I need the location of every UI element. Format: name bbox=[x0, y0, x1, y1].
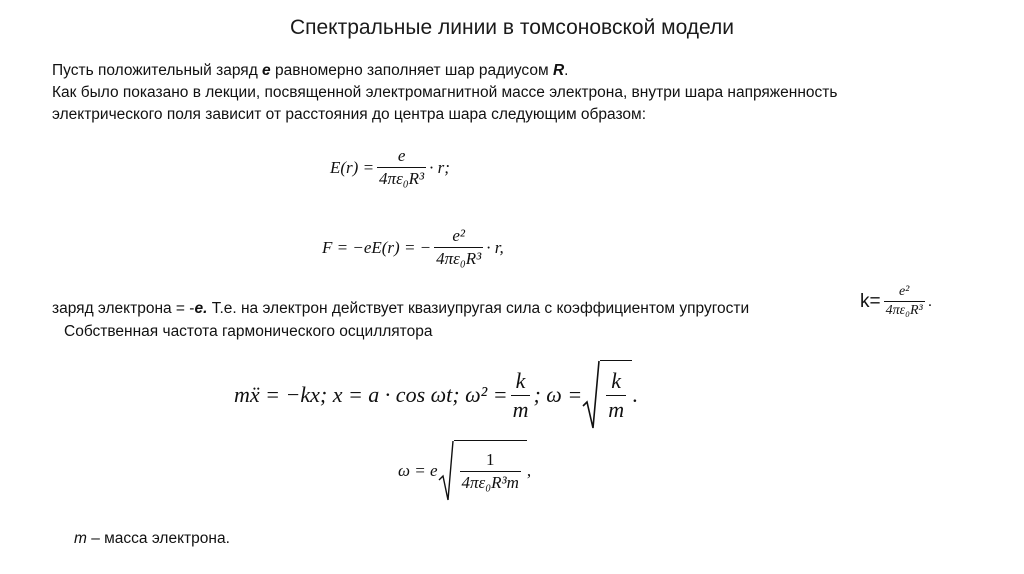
fraction: $\frac{1}{\text{4πε₀R³m}}$ bbox=[461, 450, 519, 492]
intro-line-1: Пусть положительный заряд e равномерно заполняет шар радиусом R. bbox=[52, 62, 569, 79]
charge-line: заряд электрона = -e. Т.е. на электрон действует квазиупругая сила с коэффициентом упругости bbox=[52, 300, 750, 317]
fraction: $\frac{k}{m}$ bbox=[608, 368, 625, 422]
elasticity-coefficient: k= $\frac{\text{e²}}{\text{4πε₀R³}}$ . bbox=[860, 284, 933, 318]
intro-line-3: электрического поля зависит от расстояния до центра шара следующим образом: bbox=[52, 106, 647, 123]
fraction: $\frac{k}{m}$ bbox=[512, 367, 529, 422]
fraction: $\frac{e}{\text{4πε₀R³}}$ bbox=[379, 146, 425, 188]
fraction: $\frac{\text{e²}}{\text{4πε₀R³}}$ bbox=[436, 226, 482, 268]
fraction: $\frac{\text{e²}}{\text{4πε₀R³}}$ bbox=[885, 284, 923, 318]
equation-field-strength: E(r) = $\frac{e}{\text{4πε₀R³}}$ · r; bbox=[330, 146, 450, 188]
intro-paragraph bbox=[52, 60, 837, 126]
intro-line-2: Как было показано в лекции, посвященной электромагнитной массе электрона, внутри шара напряженность bbox=[52, 84, 838, 101]
equation-frequency: ω = e $\frac{1}{\text{4πε₀R³m}}$ , bbox=[398, 440, 531, 502]
radical-sign-icon bbox=[438, 440, 454, 502]
mass-note: m – масса электрона. bbox=[74, 530, 230, 547]
square-root bbox=[582, 360, 632, 430]
frequency-line: Собственная частота гармонического осциллятора bbox=[64, 323, 433, 340]
charge-symbol: e bbox=[262, 62, 271, 79]
radical-sign-icon bbox=[582, 360, 600, 430]
radius-symbol: R bbox=[552, 62, 565, 79]
slide-title: Спектральные линии в томсоновской модели bbox=[289, 16, 735, 39]
equation-oscillator: mẍ = −kx; x = a · cos ωt; ω² = $\frac{k}{m}$ ; ω = $\frac{k}{m}$ . bbox=[234, 360, 638, 430]
equation-force: F = −eE(r) = − $\frac{\text{e²}}{\text{4πε₀R³}}$ · r, bbox=[322, 226, 504, 268]
square-root bbox=[438, 440, 527, 502]
